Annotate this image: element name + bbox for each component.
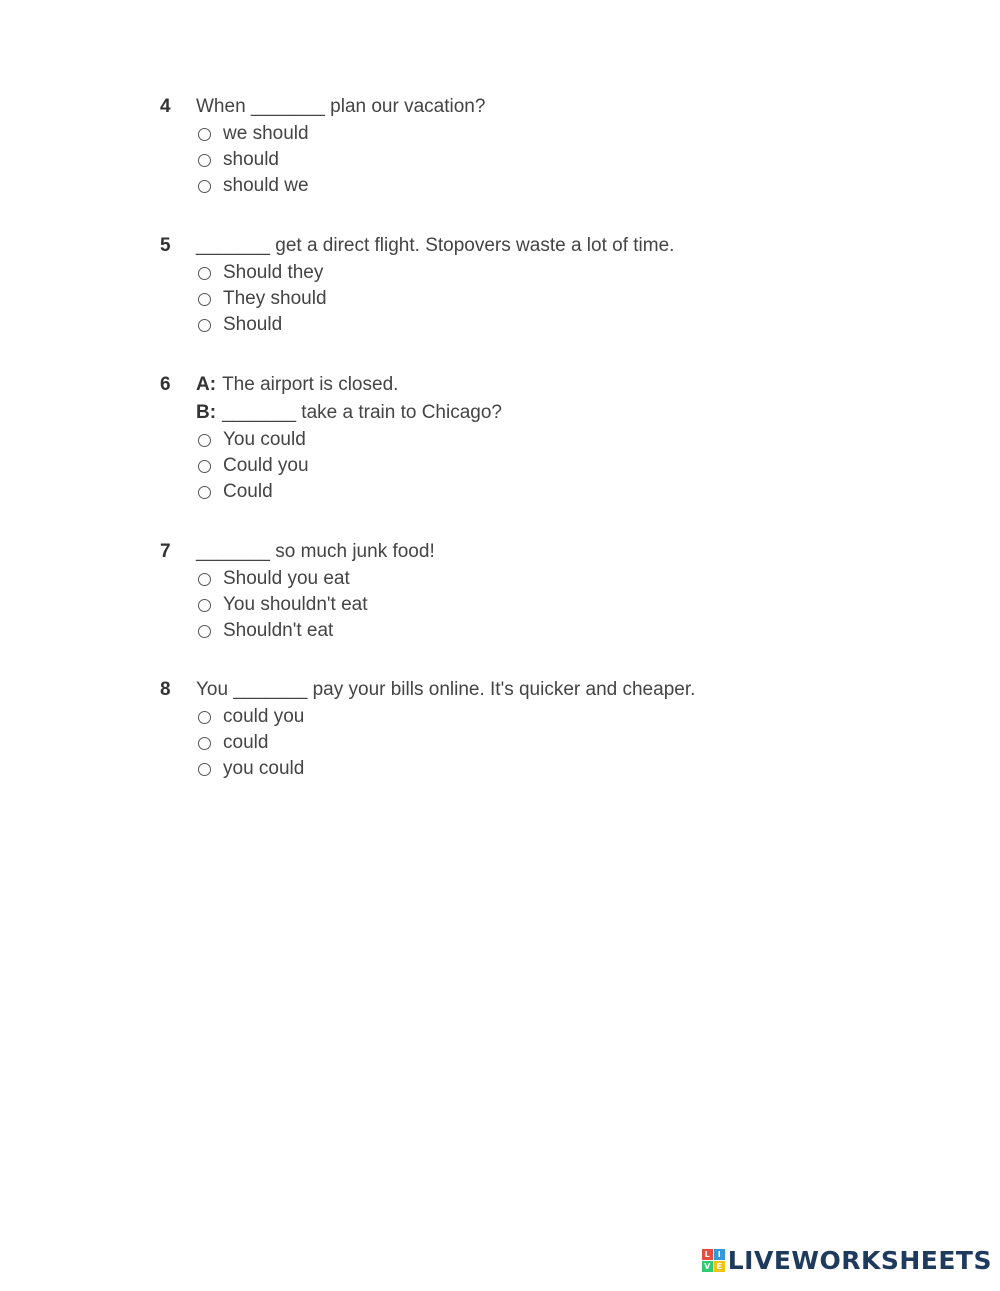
option-radio[interactable] [198,173,860,199]
logo-tile: V [702,1261,713,1272]
question-line [160,538,860,566]
option-label: You shouldn't eat [223,594,368,615]
question-5 [160,232,860,338]
dialogue-text: The airport is closed. [222,374,399,395]
option-radio[interactable] [198,427,860,453]
option-radio[interactable] [198,479,860,505]
radio-button-icon[interactable] [198,293,211,306]
option-radio[interactable] [198,312,860,338]
option-label: They should [223,288,327,309]
option-radio[interactable] [198,286,860,312]
speaker-label: B: [196,402,217,423]
question-6 [160,371,860,505]
radio-button-icon[interactable] [198,711,211,724]
option-label: should we [223,175,309,196]
logo-tile: E [714,1261,725,1272]
option-label: Could [223,481,273,502]
question-prompt: When _______ plan our vacation? [196,96,486,117]
option-label: Shouldn't eat [223,620,334,641]
option-label: Should [223,314,283,335]
option-radio[interactable] [198,147,860,173]
options-list [198,704,860,782]
radio-button-icon[interactable] [198,763,211,776]
radio-button-icon[interactable] [198,599,211,612]
option-radio[interactable] [198,756,860,782]
option-label: could [223,732,269,753]
option-radio[interactable] [198,566,860,592]
dialogue-line-a [196,371,398,399]
question-number: 8 [160,679,171,700]
options-list [198,566,860,644]
option-label: Should they [223,262,324,283]
logo-mark-icon [702,1249,725,1272]
option-radio[interactable] [198,453,860,479]
option-radio[interactable] [198,730,860,756]
radio-button-icon[interactable] [198,486,211,499]
radio-button-icon[interactable] [198,154,211,167]
logo-text: LIVEWORKSHEETS [727,1246,992,1275]
question-prompt: _______ so much junk food! [196,541,435,562]
question-line [160,676,860,704]
dialogue-text: _______ take a train to Chicago? [222,402,502,423]
option-radio[interactable] [198,592,860,618]
radio-button-icon[interactable] [198,573,211,586]
radio-button-icon[interactable] [198,128,211,141]
dialogue-line-b [196,399,502,427]
speaker-label: A: [196,374,217,395]
option-radio[interactable] [198,704,860,730]
logo-tile: L [702,1249,713,1260]
radio-button-icon[interactable] [198,625,211,638]
question-number: 6 [160,374,171,395]
radio-button-icon[interactable] [198,460,211,473]
option-radio[interactable] [198,260,860,286]
radio-button-icon[interactable] [198,737,211,750]
question-number: 7 [160,541,171,562]
question-prompt: You _______ pay your bills online. It's quicker and cheaper. [196,679,696,700]
question-4 [160,93,860,199]
option-label: Should you eat [223,568,350,589]
liveworksheets-logo [702,1246,992,1275]
question-line [160,399,860,427]
options-list [198,260,860,338]
option-radio[interactable] [198,121,860,147]
question-line [160,93,860,121]
option-label: could you [223,706,305,727]
option-radio[interactable] [198,618,860,644]
options-list [198,121,860,199]
option-label: should [223,149,279,170]
logo-tile: I [714,1249,725,1260]
radio-button-icon[interactable] [198,434,211,447]
option-label: we should [223,123,309,144]
option-label: You could [223,429,306,450]
option-label: Could you [223,455,309,476]
question-number: 5 [160,235,171,256]
question-prompt: _______ get a direct flight. Stopovers waste a lot of time. [196,235,675,256]
question-line [160,232,860,260]
option-label: you could [223,758,305,779]
question-8 [160,676,860,782]
radio-button-icon[interactable] [198,319,211,332]
question-line [160,371,860,399]
options-list [198,427,860,505]
radio-button-icon[interactable] [198,267,211,280]
question-7 [160,538,860,644]
question-number: 4 [160,96,171,117]
radio-button-icon[interactable] [198,180,211,193]
